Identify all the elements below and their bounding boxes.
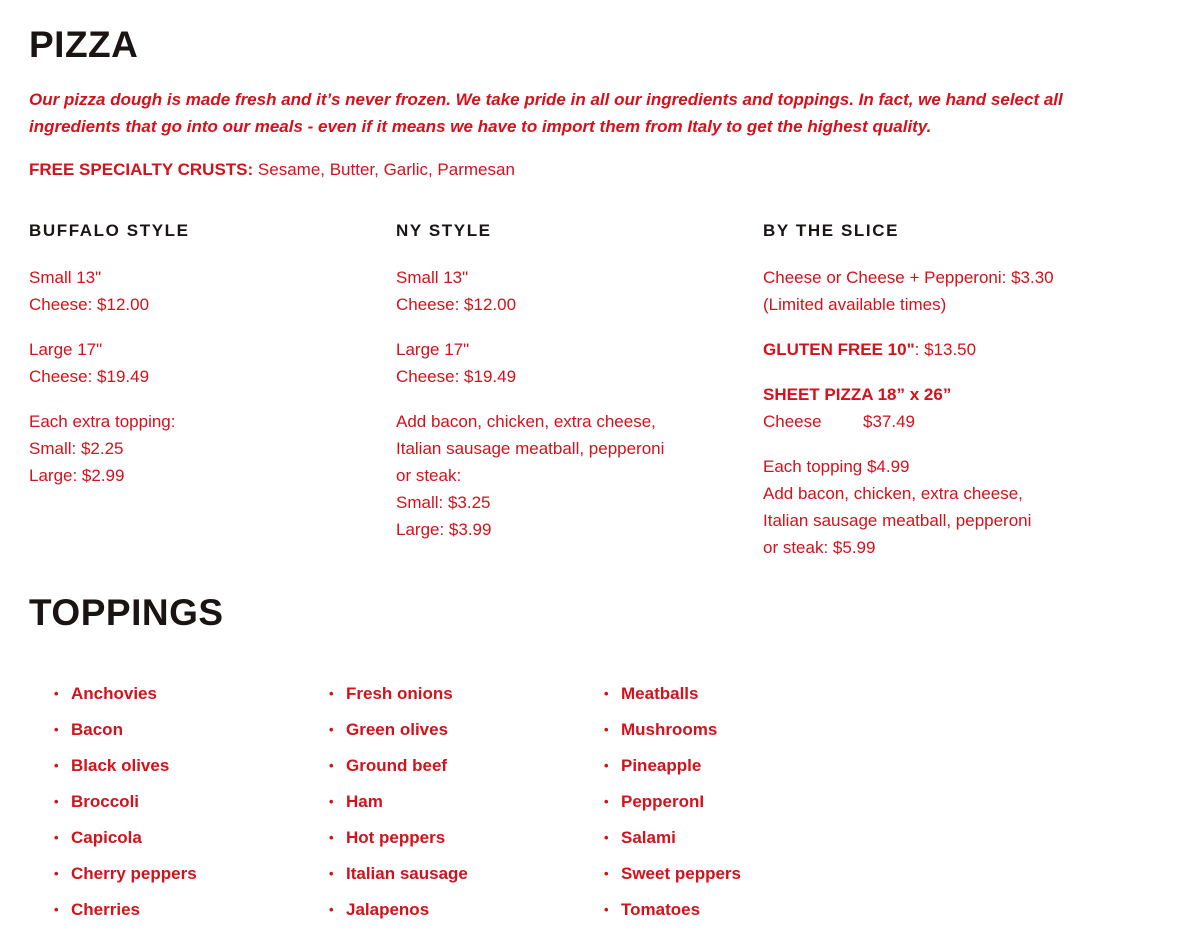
sheet-pizza-label: SHEET PIZZA 18” x 26” [763, 385, 952, 404]
ny-small-size: Small 13" [396, 268, 469, 287]
slice-sheet-pizza [763, 381, 1123, 435]
bullet-icon: • [54, 722, 59, 737]
buffalo-extra-small: Small: $2.25 [29, 439, 124, 458]
buffalo-extra-large: Large: $2.99 [29, 466, 125, 485]
bullet-icon: • [604, 722, 609, 737]
ny-add-line2: Italian sausage meatball, pepperoni [396, 439, 665, 458]
slice-add-line1: Add bacon, chicken, extra cheese, [763, 484, 1023, 503]
bullet-icon: • [604, 902, 609, 917]
slice-each-topping: Each topping $4.99 [763, 457, 910, 476]
topping-item [604, 788, 741, 824]
topping-label: Sweet peppers [621, 864, 741, 883]
topping-item [54, 752, 197, 788]
topping-item [329, 860, 468, 896]
buffalo-large-size: Large 17" [29, 340, 103, 359]
toppings-column-2 [329, 680, 468, 932]
gluten-free-label: GLUTEN FREE 10" [763, 340, 915, 359]
topping-label: Ham [346, 792, 383, 811]
bullet-icon: • [54, 758, 59, 773]
buffalo-small [29, 264, 369, 318]
topping-label: Cherries [71, 900, 140, 919]
ny-small [396, 264, 736, 318]
ny-add-large: Large: $3.99 [396, 520, 492, 539]
topping-label: Mushrooms [621, 720, 718, 739]
topping-label: Cherry peppers [71, 864, 197, 883]
topping-item [604, 860, 741, 896]
topping-label: Capicola [71, 828, 142, 847]
topping-label: Green olives [346, 720, 449, 739]
ny-add-small: Small: $3.25 [396, 493, 491, 512]
slice-toppings [763, 453, 1123, 561]
topping-item [604, 680, 741, 716]
topping-label: Bacon [71, 720, 123, 739]
buffalo-small-price: Cheese: $12.00 [29, 295, 150, 314]
topping-item [54, 860, 197, 896]
bullet-icon: • [329, 794, 334, 809]
slice-cheese [763, 264, 1123, 318]
bullet-icon: • [329, 758, 334, 773]
free-crusts [29, 158, 515, 182]
toppings-column-3 [604, 680, 741, 932]
buffalo-large-price: Cheese: $19.49 [29, 367, 150, 386]
topping-label: Ground beef [346, 756, 448, 775]
topping-label: Meatballs [621, 684, 699, 703]
bullet-icon: • [329, 902, 334, 917]
slice-add-line2: Italian sausage meatball, pepperoni [763, 511, 1032, 530]
topping-label: Black olives [71, 756, 170, 775]
topping-item [604, 752, 741, 788]
buffalo-extra [29, 408, 369, 489]
bullet-icon: • [54, 794, 59, 809]
bullet-icon: • [329, 830, 334, 845]
slice-gluten-free [763, 336, 1123, 363]
topping-label: Anchovies [71, 684, 157, 703]
topping-label: Fresh onions [346, 684, 453, 703]
bullet-icon: • [54, 902, 59, 917]
topping-label: Italian sausage [346, 864, 468, 883]
ny-large-size: Large 17" [396, 340, 470, 359]
ny-style-heading: NY STYLE [396, 221, 492, 240]
page-title: PIZZA [29, 24, 139, 65]
bullet-icon: • [54, 830, 59, 845]
topping-label: Salami [621, 828, 676, 847]
ny-add-line1: Add bacon, chicken, extra cheese, [396, 412, 656, 431]
topping-item [329, 788, 468, 824]
topping-label: Broccoli [71, 792, 140, 811]
sheet-pizza-price: $37.49 [863, 412, 915, 431]
bullet-icon: • [604, 866, 609, 881]
slice-cheese-line: Cheese or Cheese + Pepperoni: $3.30 [763, 268, 1054, 287]
toppings-column-1 [54, 680, 197, 932]
bullet-icon: • [604, 758, 609, 773]
ny-large-price: Cheese: $19.49 [396, 367, 517, 386]
buffalo-small-size: Small 13" [29, 268, 102, 287]
topping-item [329, 824, 468, 860]
gluten-free-price: : $13.50 [914, 340, 977, 359]
slice-limited: (Limited available times) [763, 295, 947, 314]
buffalo-style-heading: BUFFALO STYLE [29, 221, 190, 240]
topping-label: Jalapenos [346, 900, 430, 919]
bullet-icon: • [54, 686, 59, 701]
buffalo-extra-label: Each extra topping: [29, 412, 176, 431]
bullet-icon: • [54, 866, 59, 881]
bullet-icon: • [604, 794, 609, 809]
ny-large [396, 336, 736, 390]
topping-item [329, 896, 468, 932]
sheet-pizza-cheese-row [763, 408, 1123, 435]
topping-item [54, 824, 197, 860]
bullet-icon: • [604, 830, 609, 845]
buffalo-large [29, 336, 369, 390]
bullet-icon: • [329, 686, 334, 701]
sheet-pizza-cheese: Cheese [763, 412, 822, 431]
topping-item [54, 896, 197, 932]
free-crusts-label: FREE SPECIALTY CRUSTS: [29, 160, 254, 179]
buffalo-style-section [29, 219, 369, 507]
topping-item [329, 752, 468, 788]
topping-label: PepperonI [621, 792, 705, 811]
slice-add-line3: or steak: $5.99 [763, 538, 876, 557]
topping-item [54, 788, 197, 824]
topping-item [54, 716, 197, 752]
ny-small-price: Cheese: $12.00 [396, 295, 517, 314]
intro-text: Our pizza dough is made fresh and it’s never frozen. We take pride in all our ingredients and toppings. In fact, we hand select all ingredients that go into our meals - even if it means we have to import them from Italy to get the highest quality. [29, 90, 1063, 136]
free-crusts-value: Sesame, Butter, Garlic, Parmesan [257, 160, 515, 179]
topping-label: Tomatoes [621, 900, 701, 919]
topping-item [604, 896, 741, 932]
topping-item [54, 680, 197, 716]
topping-item [329, 716, 468, 752]
by-the-slice-section [763, 219, 1123, 579]
topping-item [604, 824, 741, 860]
ny-style-section [396, 219, 736, 561]
by-the-slice-heading: BY THE SLICE [763, 221, 900, 240]
topping-label: Pineapple [621, 756, 702, 775]
bullet-icon: • [329, 866, 334, 881]
topping-item [604, 716, 741, 752]
bullet-icon: • [329, 722, 334, 737]
ny-add [396, 408, 736, 543]
topping-item [329, 680, 468, 716]
bullet-icon: • [604, 686, 609, 701]
topping-label: Hot peppers [346, 828, 446, 847]
toppings-title: TOPPINGS [29, 592, 224, 633]
ny-add-line3: or steak: [396, 466, 462, 485]
